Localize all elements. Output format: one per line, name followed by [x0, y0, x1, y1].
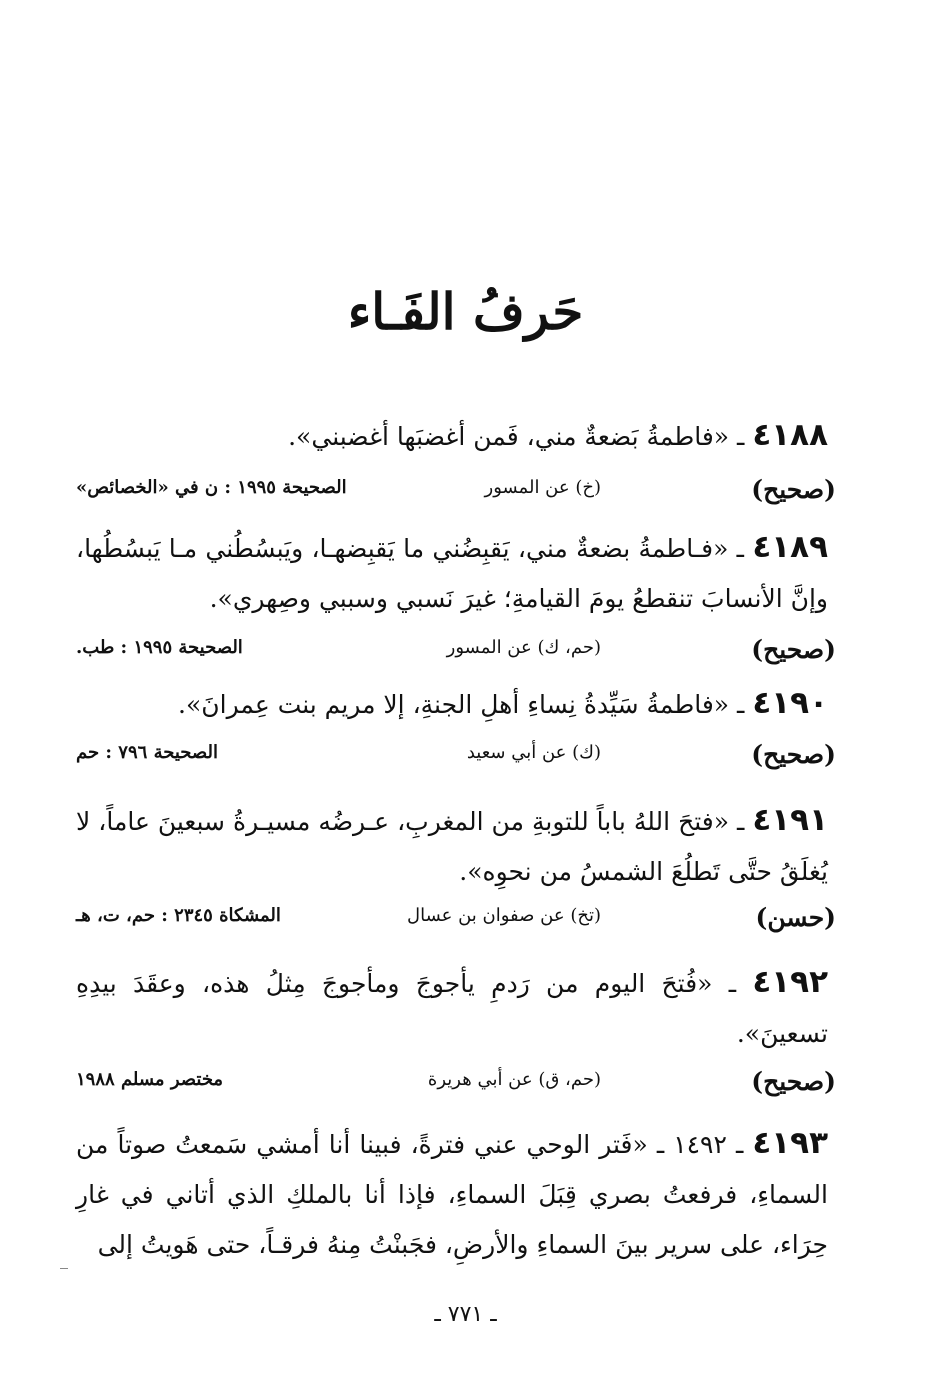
reference-line — [76, 470, 836, 510]
entry-text: ـ «فـاطمةُ بضعةٌ مني، يَقبِضُني ما يَقبِضهـا، ويَبسُطُني مـا يَبسُطُها، وإنَّ الأنسابَ تنقطعُ يومَ القيامةِ؛ غيرَ نَسبي وسببي وصِهري». — [76, 534, 828, 613]
authority-label: الصحيحة ١٩٩٥ : ن في «الخصائص» — [76, 477, 347, 498]
entry-number: ٤١٨٨ — [752, 417, 828, 453]
entry-text: ـ «فتحَ اللهُ باباً للتوبةِ من المغربِ، عـرضُه مسيـرةُ سبعينَ عاماً، لا يُغلَقُ حتَّى تَطلُعَ الشمسُ من نحوِه». — [76, 807, 828, 886]
entry-text: ـ «فاطمةُ بَضعةٌ مني، فَمن أغضبَها أغضبني». — [288, 422, 753, 451]
grade-label: (صحيح) — [751, 635, 836, 664]
authority-label: الصحيحة ١٩٩٥ : طب. — [76, 637, 243, 658]
entry-number: ٤١٩٢ — [752, 964, 829, 1000]
hadith-entry — [76, 1118, 828, 1270]
authority-label: المشكاة ٢٣٤٥ : حم، ت، هـ — [76, 905, 281, 926]
reference-line — [76, 735, 836, 775]
hadith-entry — [76, 795, 828, 897]
grade-label: (حسن) — [755, 903, 836, 932]
authority-label: الصحيحة ٧٩٦ : حم — [76, 742, 218, 763]
hadith-entry — [76, 410, 828, 462]
grade-label: (صحيح) — [751, 1067, 836, 1096]
source-label: (تخ) عن صفوان بن عسال — [407, 905, 601, 926]
entry-number: ٤١٩٠ — [752, 685, 828, 721]
reference-line — [76, 898, 836, 938]
authority-label: مختصر مسلم ١٩٨٨ — [76, 1069, 224, 1090]
chapter-title: حَرفُ الفَـاء — [347, 282, 584, 341]
reference-line — [76, 630, 836, 670]
source-label: (خ) عن المسور — [484, 477, 601, 498]
hadith-entry — [76, 678, 828, 730]
page-number: ـ ٧٧١ ـ — [434, 1302, 497, 1327]
entry-number: ٤١٩٣ — [752, 1125, 828, 1161]
source-label: (حم، ك) عن المسور — [446, 637, 601, 658]
entry-text: ـ ١٤٩٢ ـ «فَتر الوحي عني فترةً، فبينا أنا أمشي سَمعتُ صوتاً من السماءِ، فرفعتُ بصري قِبَلَ السماءِ، فإذا أنا بالملكِ الذي أتاني في غارِ حِرَاء، على سرير بينَ السماءِ والأرضِ، فجَبنْتُ مِنهُ فرقـاً، حتى هَويتُ إلى — [76, 1130, 828, 1259]
grade-label: (صحيح) — [751, 740, 836, 769]
grade-label: (صحيح) — [751, 475, 836, 504]
entry-text: ـ «فُتحَ اليوم من رَدمِ يأجوجَ ومأجوجَ مِثلُ هذه، وعقَدَ بيدِهِ تسعينَ». — [76, 969, 828, 1048]
margin-mark — [60, 1268, 68, 1269]
entry-text: ـ «فاطمةُ سَيِّدةُ نِساءِ أهلِ الجنةِ، إلا مريم بنت عِمرانَ». — [178, 690, 753, 719]
hadith-entry — [76, 522, 828, 624]
entry-number: ٤١٨٩ — [752, 529, 828, 565]
entry-number: ٤١٩١ — [752, 802, 828, 838]
source-label: (ك) عن أبي سعيد — [466, 742, 601, 763]
reference-line — [76, 1062, 836, 1102]
source-label: (حم، ق) عن أبي هريرة — [427, 1069, 601, 1090]
hadith-entry — [76, 957, 828, 1059]
